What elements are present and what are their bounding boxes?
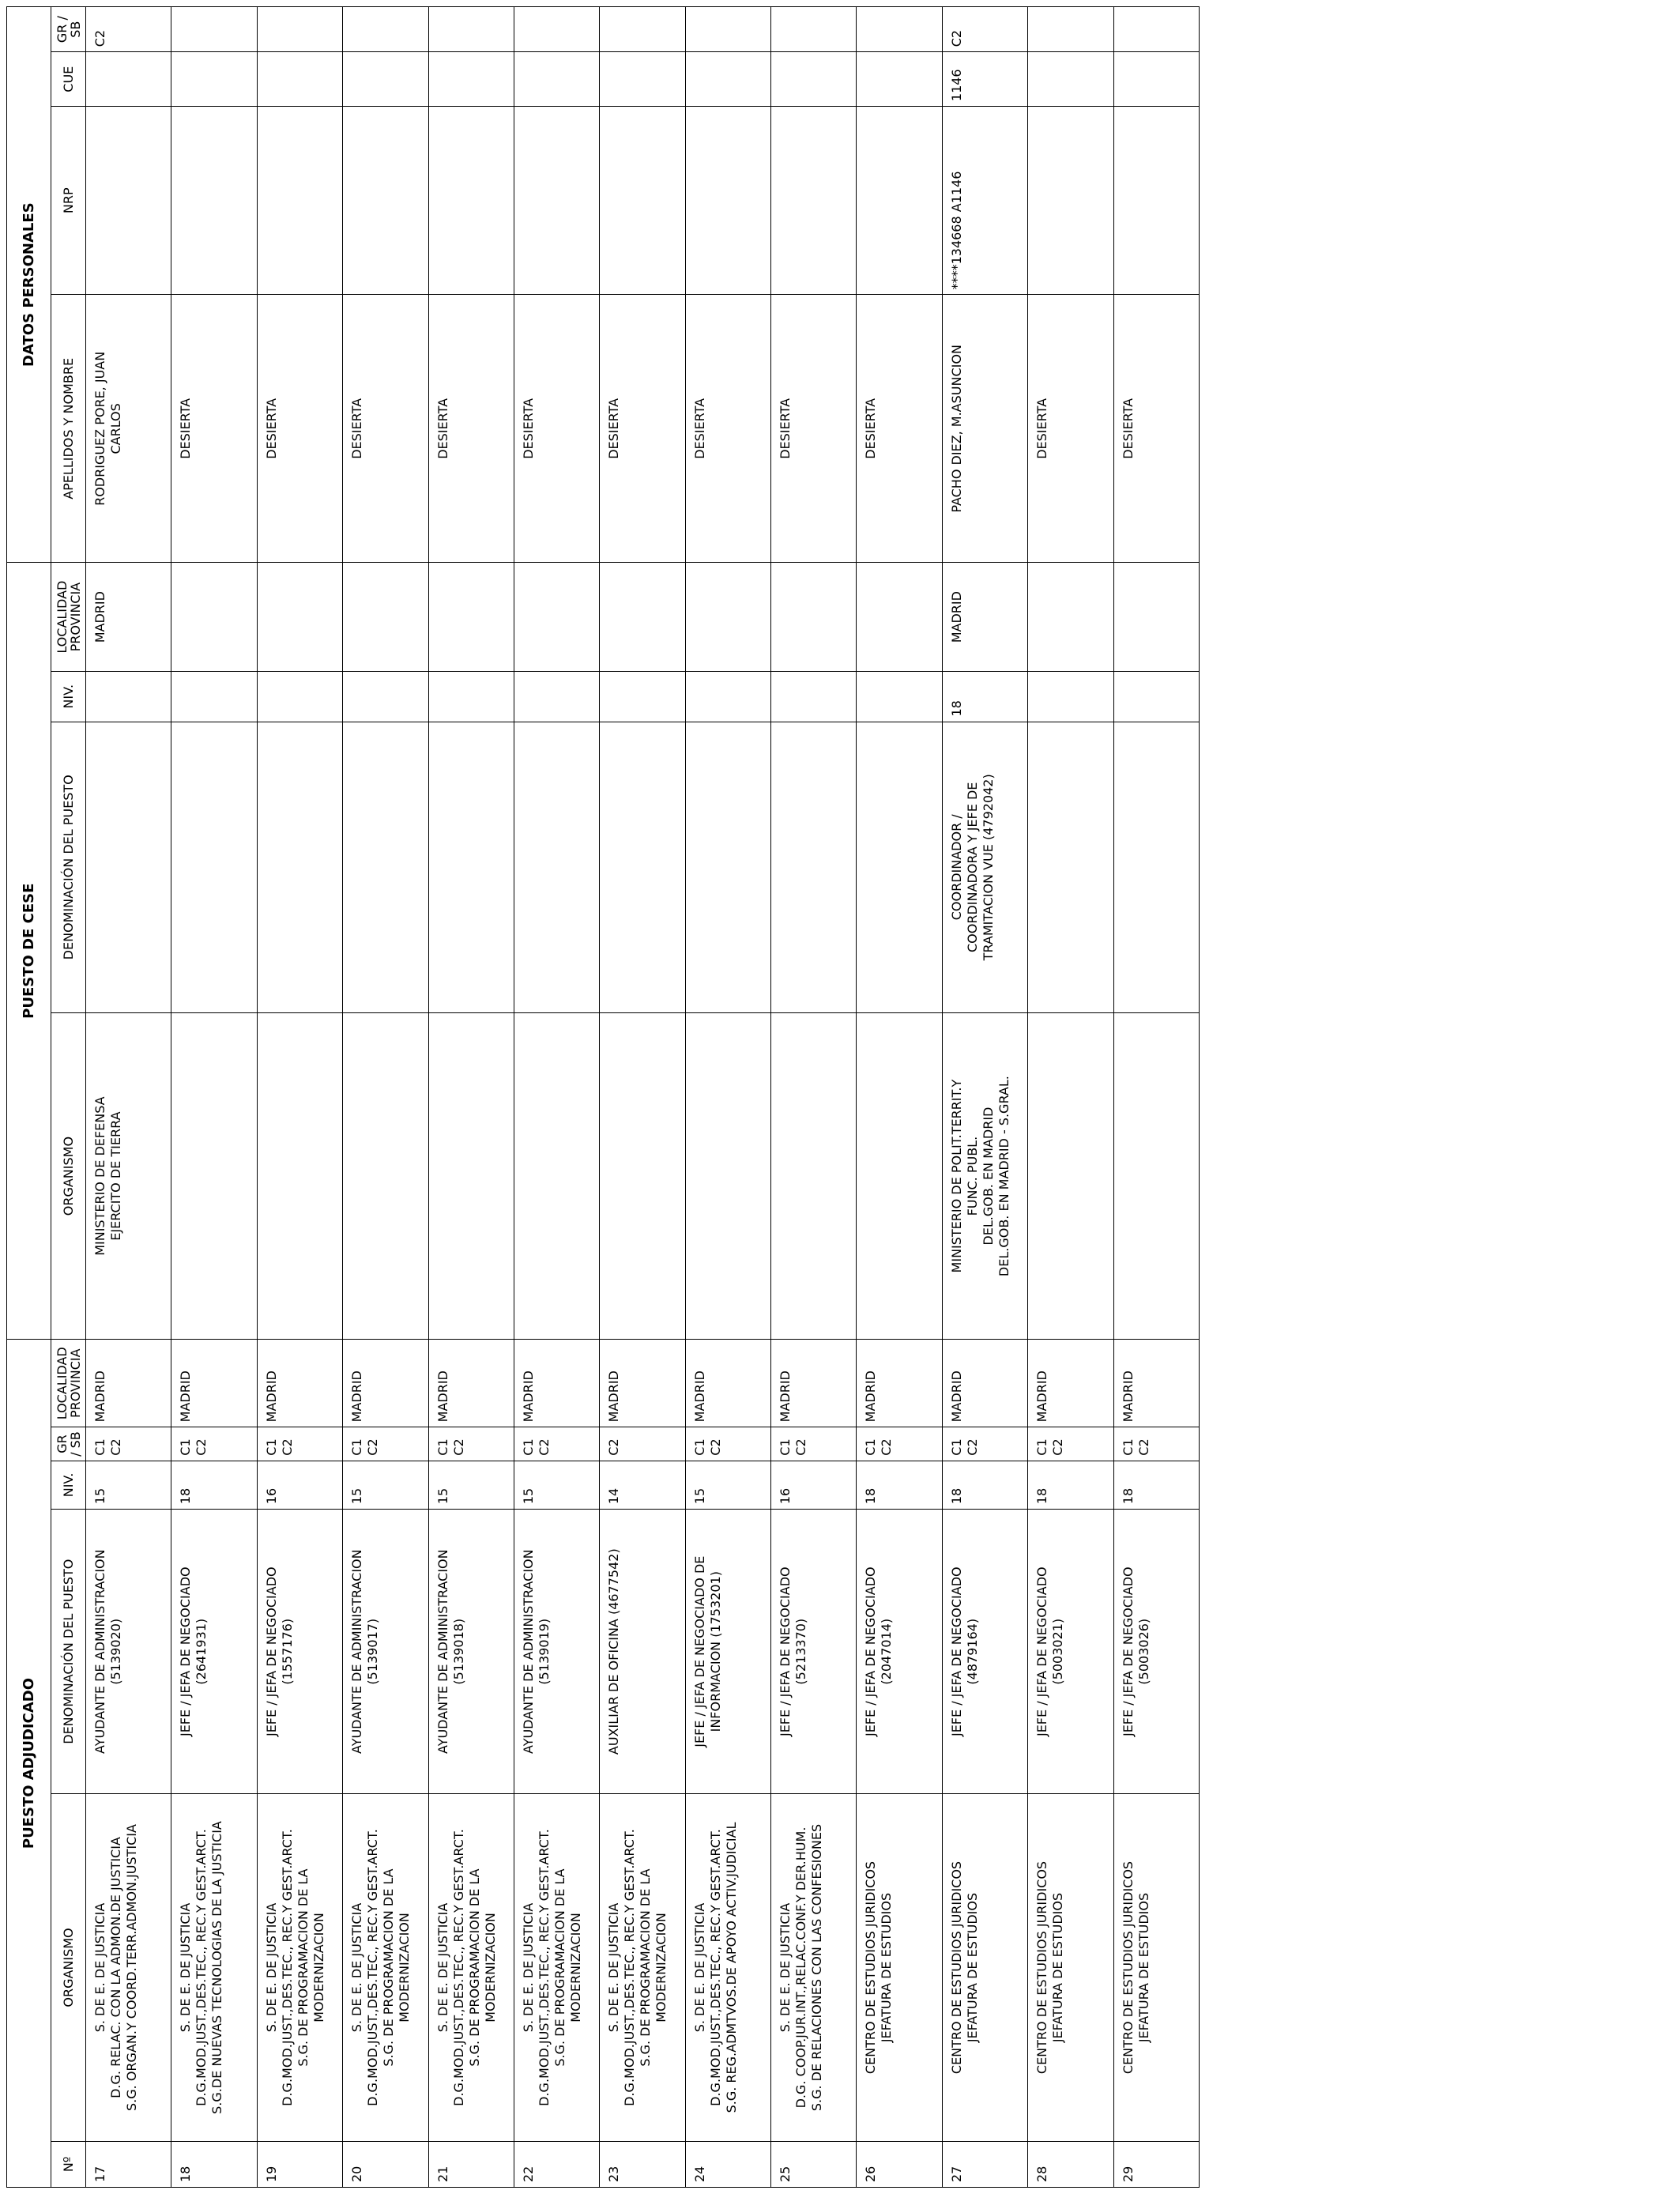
col-nrp: NRP xyxy=(51,107,86,295)
table-row xyxy=(685,7,770,2188)
cell-localidad: MADRID xyxy=(343,1340,428,1427)
table-row xyxy=(343,7,428,2188)
cell-cue: 1146 xyxy=(942,52,1027,107)
cell-niv: 14 xyxy=(600,1461,685,1509)
cell-cue xyxy=(857,52,942,107)
cell-cue xyxy=(1028,52,1113,107)
cell-localidad-cese xyxy=(1028,563,1113,672)
cell-no: 18 xyxy=(171,2141,257,2187)
cell-no: 29 xyxy=(1113,2141,1200,2187)
cell-organismo-cese xyxy=(428,1013,514,1340)
cell-apellidos: DESIERTA xyxy=(514,295,599,563)
cell-gr-sb: C1 C2 xyxy=(685,1427,770,1461)
col-organismo: ORGANISMO xyxy=(51,1794,86,2142)
cell-denominacion-cese xyxy=(771,722,857,1013)
cell-nrp xyxy=(514,107,599,295)
cell-denominacion: JEFE / JEFA DE NEGOCIADO (2047014) xyxy=(857,1510,942,1794)
cell-localidad: MADRID xyxy=(1028,1340,1113,1427)
cell-nrp xyxy=(600,107,685,295)
cell-niv: 15 xyxy=(343,1461,428,1509)
cell-denominacion-cese xyxy=(86,722,171,1013)
cell-gr-sb: C1 C2 xyxy=(857,1427,942,1461)
cell-nrp xyxy=(171,107,257,295)
cell-niv-cese xyxy=(86,671,171,722)
cell-organismo-cese xyxy=(257,1013,342,1340)
cell-denominacion-cese xyxy=(685,722,770,1013)
cell-denominacion: JEFE / JEFA DE NEGOCIADO (1557176) xyxy=(257,1510,342,1794)
cell-apellidos: DESIERTA xyxy=(1028,295,1113,563)
cell-organismo: S. DE E. DE JUSTICIA D.G. RELAC. CON LA ADMON.DE JUSTICIA S.G. ORGAN.Y COORD.TERR.ADMON.JUSTICIA xyxy=(86,1794,171,2142)
cell-denominacion: JEFE / JEFA DE NEGOCIADO (5213370) xyxy=(771,1510,857,1794)
cell-localidad: MADRID xyxy=(514,1340,599,1427)
cell-niv: 18 xyxy=(942,1461,1027,1509)
col-cue: CUE xyxy=(51,52,86,107)
cell-cue xyxy=(685,52,770,107)
cell-organismo-cese xyxy=(514,1013,599,1340)
cell-cue xyxy=(257,52,342,107)
cell-niv-cese xyxy=(514,671,599,722)
cell-organismo-cese xyxy=(857,1013,942,1340)
adjudication-table xyxy=(6,6,1200,2188)
cell-no: 27 xyxy=(942,2141,1027,2187)
table-row xyxy=(86,7,171,2188)
cell-apellidos: DESIERTA xyxy=(771,295,857,563)
cell-gr-sb-pers xyxy=(428,7,514,52)
cell-organismo-cese xyxy=(600,1013,685,1340)
cell-gr-sb-pers xyxy=(857,7,942,52)
cell-denominacion-cese xyxy=(857,722,942,1013)
cell-gr-sb-pers xyxy=(343,7,428,52)
cell-no: 26 xyxy=(857,2141,942,2187)
cell-organismo-cese xyxy=(1028,1013,1113,1340)
cell-gr-sb-pers xyxy=(171,7,257,52)
cell-organismo: CENTRO DE ESTUDIOS JURIDICOS JEFATURA DE ESTUDIOS xyxy=(1113,1794,1200,2142)
cell-localidad: MADRID xyxy=(257,1340,342,1427)
cell-organismo: CENTRO DE ESTUDIOS JURIDICOS JEFATURA DE ESTUDIOS xyxy=(857,1794,942,2142)
cell-organismo-cese xyxy=(171,1013,257,1340)
cell-nrp xyxy=(86,107,171,295)
cell-apellidos: DESIERTA xyxy=(257,295,342,563)
cell-nrp xyxy=(343,107,428,295)
cell-localidad-cese xyxy=(428,563,514,672)
cell-denominacion-cese xyxy=(1028,722,1113,1013)
cell-apellidos: DESIERTA xyxy=(600,295,685,563)
cell-denominacion-cese xyxy=(257,722,342,1013)
cell-cue xyxy=(86,52,171,107)
table-row xyxy=(1028,7,1113,2188)
cell-nrp xyxy=(771,107,857,295)
table-body xyxy=(86,7,1200,2188)
cell-denominacion-cese xyxy=(1113,722,1200,1013)
cell-cue xyxy=(514,52,599,107)
cell-cue xyxy=(1113,52,1200,107)
table-row xyxy=(942,7,1027,2188)
cell-denominacion: AYUDANTE DE ADMINISTRACION (5139020) xyxy=(86,1510,171,1794)
cell-localidad: MADRID xyxy=(86,1340,171,1427)
cell-organismo: S. DE E. DE JUSTICIA D.G.MOD.JUST.,DES.TEC., REC.Y GEST.ARCT. S.G. DE PROGRAMACION DE LA MODERNIZACION xyxy=(514,1794,599,2142)
cell-gr-sb: C1 C2 xyxy=(1113,1427,1200,1461)
cell-gr-sb: C1 C2 xyxy=(257,1427,342,1461)
cell-niv-cese xyxy=(600,671,685,722)
table-row xyxy=(600,7,685,2188)
cell-localidad-cese xyxy=(514,563,599,672)
cell-organismo: S. DE E. DE JUSTICIA D.G.MOD.JUST.,DES.TEC., REC.Y GEST.ARCT. S.G. DE PROGRAMACION DE LA MODERNIZACION xyxy=(343,1794,428,2142)
cell-apellidos: PACHO DIEZ, M.ASUNCION xyxy=(942,295,1027,563)
cell-organismo-cese: MINISTERIO DE DEFENSA EJERCITO DE TIERRA xyxy=(86,1013,171,1340)
col-gr-sb-pers: GR / SB xyxy=(51,7,86,52)
col-denominacion: DENOMINACIÓN DEL PUESTO xyxy=(51,1510,86,1794)
cell-organismo: S. DE E. DE JUSTICIA D.G. COOP.JUR.INT.,RELAC.CONF.Y DER.HUM. S.G. DE RELACIONES CON LAS CONFESIONES xyxy=(771,1794,857,2142)
col-niv-cese: NIV. xyxy=(51,671,86,722)
cell-no: 28 xyxy=(1028,2141,1113,2187)
cell-niv: 18 xyxy=(1028,1461,1113,1509)
cell-organismo-cese xyxy=(343,1013,428,1340)
cell-apellidos: RODRIGUEZ PORE, JUAN CARLOS xyxy=(86,295,171,563)
table-row xyxy=(1113,7,1200,2188)
cell-niv: 18 xyxy=(171,1461,257,1509)
cell-gr-sb-pers xyxy=(514,7,599,52)
cell-apellidos: DESIERTA xyxy=(428,295,514,563)
cell-cue xyxy=(771,52,857,107)
cell-organismo-cese: MINISTERIO DE POLIT.TERRIT.Y FUNC. PUBL. DEL.GOB. EN MADRID DEL.GOB. EN MADRID - S.GRAL. xyxy=(942,1013,1027,1340)
cell-organismo-cese xyxy=(1113,1013,1200,1340)
table-row xyxy=(514,7,599,2188)
cell-nrp xyxy=(857,107,942,295)
cell-gr-sb: C1 C2 xyxy=(171,1427,257,1461)
col-organismo-cese: ORGANISMO xyxy=(51,1013,86,1340)
cell-organismo: CENTRO DE ESTUDIOS JURIDICOS JEFATURA DE ESTUDIOS xyxy=(942,1794,1027,2142)
col-localidad: LOCALIDAD PROVINCIA xyxy=(51,1340,86,1427)
cell-localidad-cese xyxy=(600,563,685,672)
cell-organismo: S. DE E. DE JUSTICIA D.G.MOD.JUST.,DES.TEC., REC.Y GEST.ARCT. S.G.DE NUEVAS TECNOLOGIAS DE LA JUSTICIA xyxy=(171,1794,257,2142)
cell-localidad: MADRID xyxy=(685,1340,770,1427)
cell-niv-cese xyxy=(428,671,514,722)
cell-gr-sb-pers xyxy=(1028,7,1113,52)
cell-localidad-cese xyxy=(1113,563,1200,672)
cell-cue xyxy=(343,52,428,107)
cell-niv: 15 xyxy=(685,1461,770,1509)
table-row xyxy=(171,7,257,2188)
cell-gr-sb: C1 C2 xyxy=(428,1427,514,1461)
cell-gr-sb: C1 C2 xyxy=(514,1427,599,1461)
cell-nrp xyxy=(428,107,514,295)
cell-organismo: S. DE E. DE JUSTICIA D.G.MOD.JUST.,DES.TEC., REC.Y GEST.ARCT. S.G. DE PROGRAMACION DE LA MODERNIZACION xyxy=(600,1794,685,2142)
cell-denominacion-cese: COORDINADOR / COORDINADORA Y JEFE DE TRAMITACION VUE (4792042) xyxy=(942,722,1027,1013)
cell-localidad-cese xyxy=(257,563,342,672)
cell-gr-sb-pers xyxy=(685,7,770,52)
cell-niv-cese xyxy=(1028,671,1113,722)
cell-localidad: MADRID xyxy=(600,1340,685,1427)
cell-niv-cese xyxy=(685,671,770,722)
cell-localidad-cese xyxy=(171,563,257,672)
cell-no: 19 xyxy=(257,2141,342,2187)
cell-organismo-cese xyxy=(771,1013,857,1340)
col-localidad-cese: LOCALIDAD PROVINCIA xyxy=(51,563,86,672)
col-niv: NIV. xyxy=(51,1461,86,1509)
cell-niv-cese xyxy=(343,671,428,722)
cell-nrp xyxy=(257,107,342,295)
cell-gr-sb-pers: C2 xyxy=(86,7,171,52)
cell-niv: 18 xyxy=(1113,1461,1200,1509)
cell-localidad: MADRID xyxy=(1113,1340,1200,1427)
cell-no: 21 xyxy=(428,2141,514,2187)
cell-niv-cese: 18 xyxy=(942,671,1027,722)
col-gr-sb: GR / SB xyxy=(51,1427,86,1461)
cell-gr-sb: C1 C2 xyxy=(343,1427,428,1461)
cell-organismo: S. DE E. DE JUSTICIA D.G.MOD.JUST.,DES.TEC., REC.Y GEST.ARCT. S.G. DE PROGRAMACION DE LA MODERNIZACION xyxy=(428,1794,514,2142)
cell-niv-cese xyxy=(257,671,342,722)
cell-niv: 16 xyxy=(771,1461,857,1509)
cell-denominacion-cese xyxy=(171,722,257,1013)
cell-denominacion-cese xyxy=(428,722,514,1013)
cell-niv: 15 xyxy=(86,1461,171,1509)
cell-cue xyxy=(428,52,514,107)
table-row xyxy=(257,7,342,2188)
cell-denominacion: AYUDANTE DE ADMINISTRACION (5139018) xyxy=(428,1510,514,1794)
cell-cue xyxy=(171,52,257,107)
cell-no: 25 xyxy=(771,2141,857,2187)
cell-denominacion: JEFE / JEFA DE NEGOCIADO (5003026) xyxy=(1113,1510,1200,1794)
cell-nrp: ****134668 A1146 xyxy=(942,107,1027,295)
cell-denominacion: JEFE / JEFA DE NEGOCIADO (2641931) xyxy=(171,1510,257,1794)
cell-localidad: MADRID xyxy=(942,1340,1027,1427)
group-puesto-adjudicado: PUESTO ADJUDICADO xyxy=(7,1340,51,2188)
cell-denominacion: JEFE / JEFA DE NEGOCIADO (5003021) xyxy=(1028,1510,1113,1794)
cell-localidad: MADRID xyxy=(771,1340,857,1427)
cell-denominacion: AUXILIAR DE OFICINA (4677542) xyxy=(600,1510,685,1794)
cell-organismo-cese xyxy=(685,1013,770,1340)
cell-nrp xyxy=(685,107,770,295)
cell-niv: 15 xyxy=(428,1461,514,1509)
cell-gr-sb: C1 C2 xyxy=(942,1427,1027,1461)
cell-no: 20 xyxy=(343,2141,428,2187)
cell-localidad-cese xyxy=(685,563,770,672)
cell-denominacion-cese xyxy=(514,722,599,1013)
cell-gr-sb-pers xyxy=(771,7,857,52)
cell-localidad: MADRID xyxy=(857,1340,942,1427)
cell-apellidos: DESIERTA xyxy=(1113,295,1200,563)
cell-gr-sb-pers xyxy=(257,7,342,52)
cell-niv: 18 xyxy=(857,1461,942,1509)
cell-apellidos: DESIERTA xyxy=(343,295,428,563)
cell-localidad: MADRID xyxy=(428,1340,514,1427)
cell-localidad-cese: MADRID xyxy=(86,563,171,672)
cell-denominacion-cese xyxy=(600,722,685,1013)
table-row xyxy=(428,7,514,2188)
cell-gr-sb: C2 xyxy=(600,1427,685,1461)
cell-gr-sb: C1 C2 xyxy=(771,1427,857,1461)
cell-gr-sb-pers: C2 xyxy=(942,7,1027,52)
cell-localidad-cese xyxy=(857,563,942,672)
cell-denominacion: AYUDANTE DE ADMINISTRACION (5139017) xyxy=(343,1510,428,1794)
cell-localidad-cese: MADRID xyxy=(942,563,1027,672)
cell-niv-cese xyxy=(1113,671,1200,722)
cell-organismo: S. DE E. DE JUSTICIA D.G.MOD.JUST.,DES.TEC., REC.Y GEST.ARCT. S.G. DE PROGRAMACION DE LA MODERNIZACION xyxy=(257,1794,342,2142)
cell-apellidos: DESIERTA xyxy=(685,295,770,563)
cell-nrp xyxy=(1113,107,1200,295)
col-no: Nº xyxy=(51,2141,86,2187)
cell-niv-cese xyxy=(857,671,942,722)
cell-apellidos: DESIERTA xyxy=(857,295,942,563)
cell-organismo: S. DE E. DE JUSTICIA D.G.MOD.JUST.,DES.TEC., REC.Y GEST.ARCT. S.G. REG.ADMTVOS.DE APOYO ACTIV.JUDICIAL xyxy=(685,1794,770,2142)
cell-no: 24 xyxy=(685,2141,770,2187)
cell-nrp xyxy=(1028,107,1113,295)
cell-niv: 16 xyxy=(257,1461,342,1509)
cell-denominacion-cese xyxy=(343,722,428,1013)
group-puesto-cese: PUESTO DE CESE xyxy=(7,563,51,1340)
cell-apellidos: DESIERTA xyxy=(171,295,257,563)
cell-localidad-cese xyxy=(343,563,428,672)
cell-gr-sb: C1 C2 xyxy=(86,1427,171,1461)
cell-denominacion: JEFE / JEFA DE NEGOCIADO (4879164) xyxy=(942,1510,1027,1794)
cell-localidad: MADRID xyxy=(171,1340,257,1427)
col-denominacion-cese: DENOMINACIÓN DEL PUESTO xyxy=(51,722,86,1013)
cell-gr-sb-pers xyxy=(1113,7,1200,52)
cell-niv: 15 xyxy=(514,1461,599,1509)
cell-niv-cese xyxy=(771,671,857,722)
cell-cue xyxy=(600,52,685,107)
cell-denominacion: AYUDANTE DE ADMINISTRACION (5139019) xyxy=(514,1510,599,1794)
cell-organismo: CENTRO DE ESTUDIOS JURIDICOS JEFATURA DE ESTUDIOS xyxy=(1028,1794,1113,2142)
group-datos-personales: DATOS PERSONALES xyxy=(7,7,51,563)
cell-no: 23 xyxy=(600,2141,685,2187)
table-row xyxy=(857,7,942,2188)
cell-no: 22 xyxy=(514,2141,599,2187)
table-row xyxy=(771,7,857,2188)
cell-localidad-cese xyxy=(771,563,857,672)
col-apellidos: APELLIDOS Y NOMBRE xyxy=(51,295,86,563)
cell-denominacion: JEFE / JEFA DE NEGOCIADO DE INFORMACION (1753201) xyxy=(685,1510,770,1794)
cell-niv-cese xyxy=(171,671,257,722)
cell-gr-sb-pers xyxy=(600,7,685,52)
cell-gr-sb: C1 C2 xyxy=(1028,1427,1113,1461)
cell-no: 17 xyxy=(86,2141,171,2187)
